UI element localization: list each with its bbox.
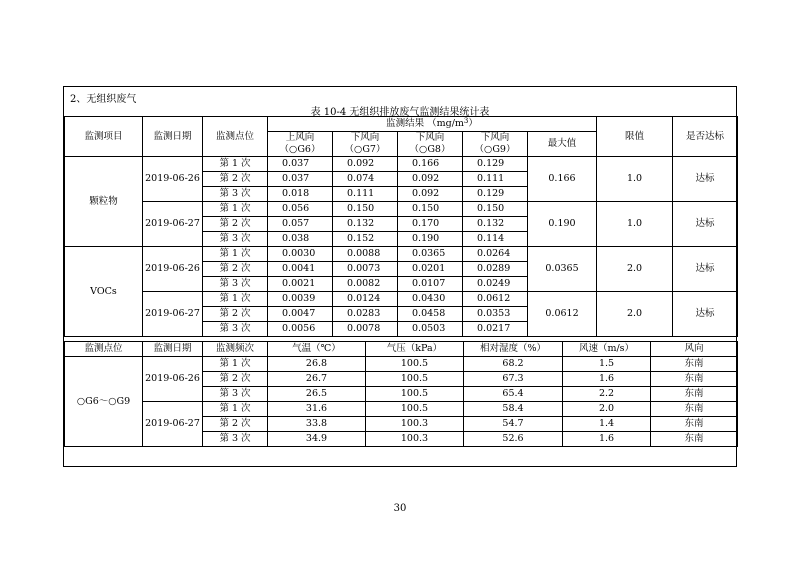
max-value: 0.166 xyxy=(528,157,597,202)
measured-value: 0.092 xyxy=(398,187,463,202)
header-point: 监测点位 xyxy=(203,117,268,157)
header-col-point: （○G6） xyxy=(268,144,333,157)
measured-value: 0.0249 xyxy=(463,277,528,292)
measured-value: 0.150 xyxy=(463,202,528,217)
measured-value: 0.0039 xyxy=(268,292,333,307)
table-row xyxy=(65,292,738,307)
temperature-value: 26.8 xyxy=(268,357,366,372)
header-cell: 气压（kPa） xyxy=(366,342,464,357)
sample-count: 第 3 次 xyxy=(203,277,268,292)
header-col-point: （○G8） xyxy=(398,144,463,157)
header-cell: 监测点位 xyxy=(65,342,143,357)
limit-value: 1.0 xyxy=(597,202,673,247)
measured-value: 0.0030 xyxy=(268,247,333,262)
table-row xyxy=(65,157,738,172)
header-cell: 风向 xyxy=(651,342,738,357)
sample-count: 第 2 次 xyxy=(203,217,268,232)
wind-direction-value: 东南 xyxy=(651,387,738,402)
compliance-status: 达标 xyxy=(673,202,738,247)
header-cell: 气温（℃） xyxy=(268,342,366,357)
monitor-point: ○G6～○G9 xyxy=(65,357,143,447)
temperature-value: 26.7 xyxy=(268,372,366,387)
wind-speed-value: 1.4 xyxy=(563,417,651,432)
measured-value: 0.0124 xyxy=(333,292,398,307)
header-cell: 监测频次 xyxy=(203,342,268,357)
max-value: 0.190 xyxy=(528,202,597,247)
wind-speed-value: 1.5 xyxy=(563,357,651,372)
header-row xyxy=(65,342,738,357)
measured-value: 0.0217 xyxy=(463,322,528,337)
header-cell: 风速（m/s） xyxy=(563,342,651,357)
pressure-value: 100.5 xyxy=(366,402,464,417)
measured-value: 0.038 xyxy=(268,232,333,247)
page-number: 30 xyxy=(393,503,407,514)
sample-count: 第 3 次 xyxy=(203,187,268,202)
header-cell: 相对湿度（%） xyxy=(464,342,563,357)
compliance-status: 达标 xyxy=(673,247,738,292)
limit-value: 1.0 xyxy=(597,157,673,202)
measured-value: 0.018 xyxy=(268,187,333,202)
wind-direction-value: 东南 xyxy=(651,432,738,447)
pollutant-results-table xyxy=(64,116,738,337)
measured-value: 0.0353 xyxy=(463,307,528,322)
wind-speed-value: 1.6 xyxy=(563,372,651,387)
table-row xyxy=(65,402,738,417)
header-limit: 限值 xyxy=(597,117,673,157)
section-title: 2、无组织废气 xyxy=(70,94,137,105)
measured-value: 0.111 xyxy=(333,187,398,202)
measured-value: 0.132 xyxy=(333,217,398,232)
humidity-value: 52.6 xyxy=(464,432,563,447)
compliance-status: 达标 xyxy=(673,157,738,202)
sample-count: 第 2 次 xyxy=(203,172,268,187)
measured-value: 0.170 xyxy=(398,217,463,232)
table-row xyxy=(65,357,738,372)
measured-value: 0.0107 xyxy=(398,277,463,292)
sample-count: 第 3 次 xyxy=(203,322,268,337)
measured-value: 0.0503 xyxy=(398,322,463,337)
max-value: 0.0612 xyxy=(528,292,597,337)
measured-value: 0.152 xyxy=(333,232,398,247)
wind-speed-value: 1.6 xyxy=(563,432,651,447)
humidity-value: 65.4 xyxy=(464,387,563,402)
sample-count: 第 3 次 xyxy=(203,387,268,402)
measured-value: 0.132 xyxy=(463,217,528,232)
sample-count: 第 1 次 xyxy=(203,357,268,372)
sample-count: 第 3 次 xyxy=(203,432,268,447)
sample-count: 第 2 次 xyxy=(203,262,268,277)
sample-count: 第 1 次 xyxy=(203,202,268,217)
measured-value: 0.074 xyxy=(333,172,398,187)
humidity-value: 54.7 xyxy=(464,417,563,432)
limit-value: 2.0 xyxy=(597,247,673,292)
measured-value: 0.092 xyxy=(398,172,463,187)
pollutant-name: 颗粒物 xyxy=(65,157,143,247)
measured-value: 0.056 xyxy=(268,202,333,217)
header-row xyxy=(65,117,738,132)
measured-value: 0.0201 xyxy=(398,262,463,277)
measured-value: 0.0021 xyxy=(268,277,333,292)
header-col-point: （○G9） xyxy=(463,144,528,157)
header-result: 监测结果 $(mg/m^3)$ xyxy=(268,117,597,132)
table-caption: 表 10-4 无组织排放废气监测结果统计表 xyxy=(310,107,490,118)
sample-count: 第 1 次 xyxy=(203,402,268,417)
wind-speed-value: 2.2 xyxy=(563,387,651,402)
pressure-value: 100.5 xyxy=(366,372,464,387)
measured-value: 0.0041 xyxy=(268,262,333,277)
monitor-date: 2019-06-26 xyxy=(143,247,203,292)
table-row xyxy=(65,247,738,262)
measured-value: 0.111 xyxy=(463,172,528,187)
measured-value: 0.0073 xyxy=(333,262,398,277)
sample-count: 第 3 次 xyxy=(203,232,268,247)
measured-value: 0.0264 xyxy=(463,247,528,262)
temperature-value: 26.5 xyxy=(268,387,366,402)
measured-value: 0.0056 xyxy=(268,322,333,337)
header-col-dir: 下风向 xyxy=(398,132,463,144)
monitor-date: 2019-06-26 xyxy=(143,357,203,402)
measured-value: 0.129 xyxy=(463,157,528,172)
measured-value: 0.129 xyxy=(463,187,528,202)
sample-count: 第 1 次 xyxy=(203,292,268,307)
pressure-value: 100.3 xyxy=(366,432,464,447)
measured-value: 0.0458 xyxy=(398,307,463,322)
temperature-value: 34.9 xyxy=(268,432,366,447)
measured-value: 0.037 xyxy=(268,157,333,172)
sample-count: 第 2 次 xyxy=(203,372,268,387)
limit-value: 2.0 xyxy=(597,292,673,337)
measured-value: 0.0047 xyxy=(268,307,333,322)
measured-value: 0.0283 xyxy=(333,307,398,322)
pressure-value: 100.5 xyxy=(366,387,464,402)
header-col-point: （○G7） xyxy=(333,144,398,157)
measured-value: 0.0430 xyxy=(398,292,463,307)
measured-value: 0.0365 xyxy=(398,247,463,262)
measured-value: 0.166 xyxy=(398,157,463,172)
header-col-dir: 上风向 xyxy=(268,132,333,144)
monitor-date: 2019-06-27 xyxy=(143,202,203,247)
measured-value: 0.0088 xyxy=(333,247,398,262)
humidity-value: 67.3 xyxy=(464,372,563,387)
max-value: 0.0365 xyxy=(528,247,597,292)
monitor-date: 2019-06-27 xyxy=(143,402,203,447)
wind-speed-value: 2.0 xyxy=(563,402,651,417)
wind-direction-value: 东南 xyxy=(651,357,738,372)
header-col-dir: 下风向 xyxy=(333,132,398,144)
measured-value: 0.0612 xyxy=(463,292,528,307)
temperature-value: 31.6 xyxy=(268,402,366,417)
header-date: 监测日期 xyxy=(143,117,203,157)
monitor-date: 2019-06-26 xyxy=(143,157,203,202)
compliance-status: 达标 xyxy=(673,292,738,337)
measured-value: 0.190 xyxy=(398,232,463,247)
measured-value: 0.057 xyxy=(268,217,333,232)
measured-value: 0.092 xyxy=(333,157,398,172)
measured-value: 0.150 xyxy=(333,202,398,217)
pressure-value: 100.5 xyxy=(366,357,464,372)
weather-conditions-table xyxy=(64,341,738,447)
header-cell: 监测日期 xyxy=(143,342,203,357)
wind-direction-value: 东南 xyxy=(651,372,738,387)
monitor-date: 2019-06-27 xyxy=(143,292,203,337)
wind-direction-value: 东南 xyxy=(651,417,738,432)
pressure-value: 100.3 xyxy=(366,417,464,432)
measured-value: 0.0078 xyxy=(333,322,398,337)
sample-count: 第 1 次 xyxy=(203,247,268,262)
measured-value: 0.150 xyxy=(398,202,463,217)
wind-direction-value: 东南 xyxy=(651,402,738,417)
humidity-value: 68.2 xyxy=(464,357,563,372)
temperature-value: 33.8 xyxy=(268,417,366,432)
measured-value: 0.0289 xyxy=(463,262,528,277)
measured-value: 0.114 xyxy=(463,232,528,247)
header-max: 最大值 xyxy=(528,132,597,157)
pollutant-name: VOCs xyxy=(65,247,143,337)
header-item: 监测项目 xyxy=(65,117,143,157)
sample-count: 第 1 次 xyxy=(203,157,268,172)
humidity-value: 58.4 xyxy=(464,402,563,417)
header-ok: 是否达标 xyxy=(673,117,738,157)
sample-count: 第 2 次 xyxy=(203,417,268,432)
measured-value: 0.037 xyxy=(268,172,333,187)
table-row xyxy=(65,202,738,217)
sample-count: 第 2 次 xyxy=(203,307,268,322)
measured-value: 0.0082 xyxy=(333,277,398,292)
header-col-dir: 下风向 xyxy=(463,132,528,144)
